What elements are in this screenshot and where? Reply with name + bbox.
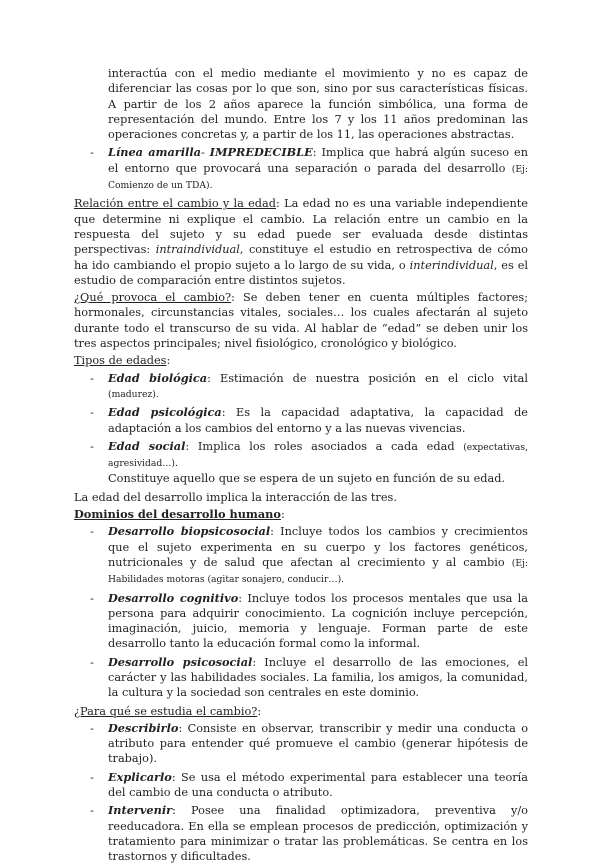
- section-heading: ¿Qué provoca el cambio?: [74, 291, 232, 305]
- list-item: - Desarrollo psicosocial: Incluye el desarrollo de las emociones, el carácter y las habilidades sociales. La familia, los amigos, la comunidad, la cultura y la sociedad son centrales en este dominio.: [90, 654, 528, 700]
- list-item: - Explicarlo: Se usa el método experimental para establecer una teoría del cambio de una conducta o atributo.: [90, 769, 528, 800]
- term-linea-amarilla: Línea amarilla: [108, 145, 201, 160]
- tipos-closing: La edad del desarrollo implica la interacción de las tres.: [74, 490, 397, 504]
- list-item: - Desarrollo cognitivo: Incluye todos los procesos mentales que usa la persona para adquirir conocimiento. La cognición incluye percepción, imaginación, juicio, memoria y lenguaje. Forman parte de este desarrollo tanto la educación formal como la informal.: [90, 590, 528, 651]
- bullet-dash: -: [90, 406, 94, 420]
- section-heading: Dominios del desarrollo humano: [74, 507, 281, 522]
- para-heading-line: ¿Para qué se estudia el cambio?:: [74, 704, 262, 718]
- bullet-dash: -: [90, 721, 94, 735]
- social-continuation: Constituye aquello que se espera de un sujeto en función de su edad.: [108, 472, 506, 486]
- section-heading: Relación entre el cambio y la edad: [74, 197, 277, 211]
- tipos-heading-line: Tipos de edades:: [74, 354, 171, 368]
- section-heading: Tipos de edades: [74, 354, 167, 368]
- bullet-dash: -: [90, 655, 94, 669]
- bullet-dash: -: [90, 525, 94, 539]
- section-heading: ¿Para qué se estudia el cambio?: [74, 704, 258, 718]
- bullet-dash: -: [90, 146, 94, 160]
- bullet-dash: -: [90, 371, 94, 385]
- note: (Ej: Comienzo de un TDA).: [108, 163, 528, 192]
- list-item: - Edad biológica: Estimación de nuestra posición en el ciclo vital (madurez).: [90, 370, 528, 400]
- relacion-paragraph: Relación entre el cambio y la edad: La edad no es una variable independiente que determine ni explique el cambio. La relación entre un cambio en la respuesta del sujeto y su edad puede ser evaluada desde distintas perspectivas: intraindividual, constituye el estudio en retrospectiva de cómo ha ido cambiando el propio sujeto a lo largo de su vida, o interindividual, es el estudio de comparación entre distintos sujetos.: [74, 197, 528, 287]
- list-item: - Desarrollo biopsicosocial: Incluye todos los cambios y crecimientos que el sujeto experimenta en su cuerpo y los factores genéticos, nutricionales y de salud que afectan al crecimiento y al cambio (Ej: Habilidades motoras (agitar sonajero, conducir…).: [90, 524, 528, 586]
- list-item: - Edad psicológica: Es la capacidad adaptativa, la capacidad de adaptación a los cambios del entorno y a las nuevas vivencias.: [90, 405, 528, 435]
- bullet-dash: -: [90, 804, 94, 818]
- intro-continuation: interactúa con el medio mediante el movimiento y no es capaz de diferenciar las cosas por lo que son, sino por sus características físicas. A partir de los 2 años aparece la función simbólica, una forma de representación del mundo. Entre los 7 y los 11 años predominan las operaciones concretas y, a partir de los 11, las operaciones abstractas.: [108, 67, 528, 142]
- dominios-heading-line: Dominios del desarrollo humano:: [74, 507, 285, 522]
- list-item: - Intervenir: Posee una finalidad optimizadora, preventiva y/o reeducadora. En ella se emplean procesos de predicción, optimización y tratamiento para minimizar o tratar las problemáticas. Se centra en los trastornos y dificultades.: [90, 803, 528, 864]
- list-item: - Edad social: Implica los roles asociados a cada edad (expectativas, agresividad…).: [90, 438, 528, 470]
- document-body: [74, 66, 528, 868]
- bullet-dash: -: [90, 439, 94, 453]
- bullet-dash: -: [90, 770, 94, 784]
- term-impredecible: IMPREDECIBLE: [209, 145, 313, 160]
- list-item: - Describirlo: Consiste en observar, transcribir y medir una conducta o atributo para entender qué promueve el cambio (generar hipótesis de trabajo).: [90, 720, 528, 766]
- bullet-dash: -: [90, 591, 94, 605]
- list-item-linea-amarilla: - Línea amarilla- IMPREDECIBLE: Implica que habrá algún suceso en el entorno que provocará una separación o parada del desarrollo (Ej: Comienzo de un TDA).: [90, 145, 528, 192]
- provoca-paragraph: ¿Qué provoca el cambio?: Se deben tener en cuenta múltiples factores; hormonales, circunstancias vitales, sociales… los cuales afectarán al sujeto durante todo el transcurso de su vida. Al hablar de “edad” se deben unir los tres aspectos principales; nivel fisiológico, cronológico y biológico.: [74, 291, 528, 351]
